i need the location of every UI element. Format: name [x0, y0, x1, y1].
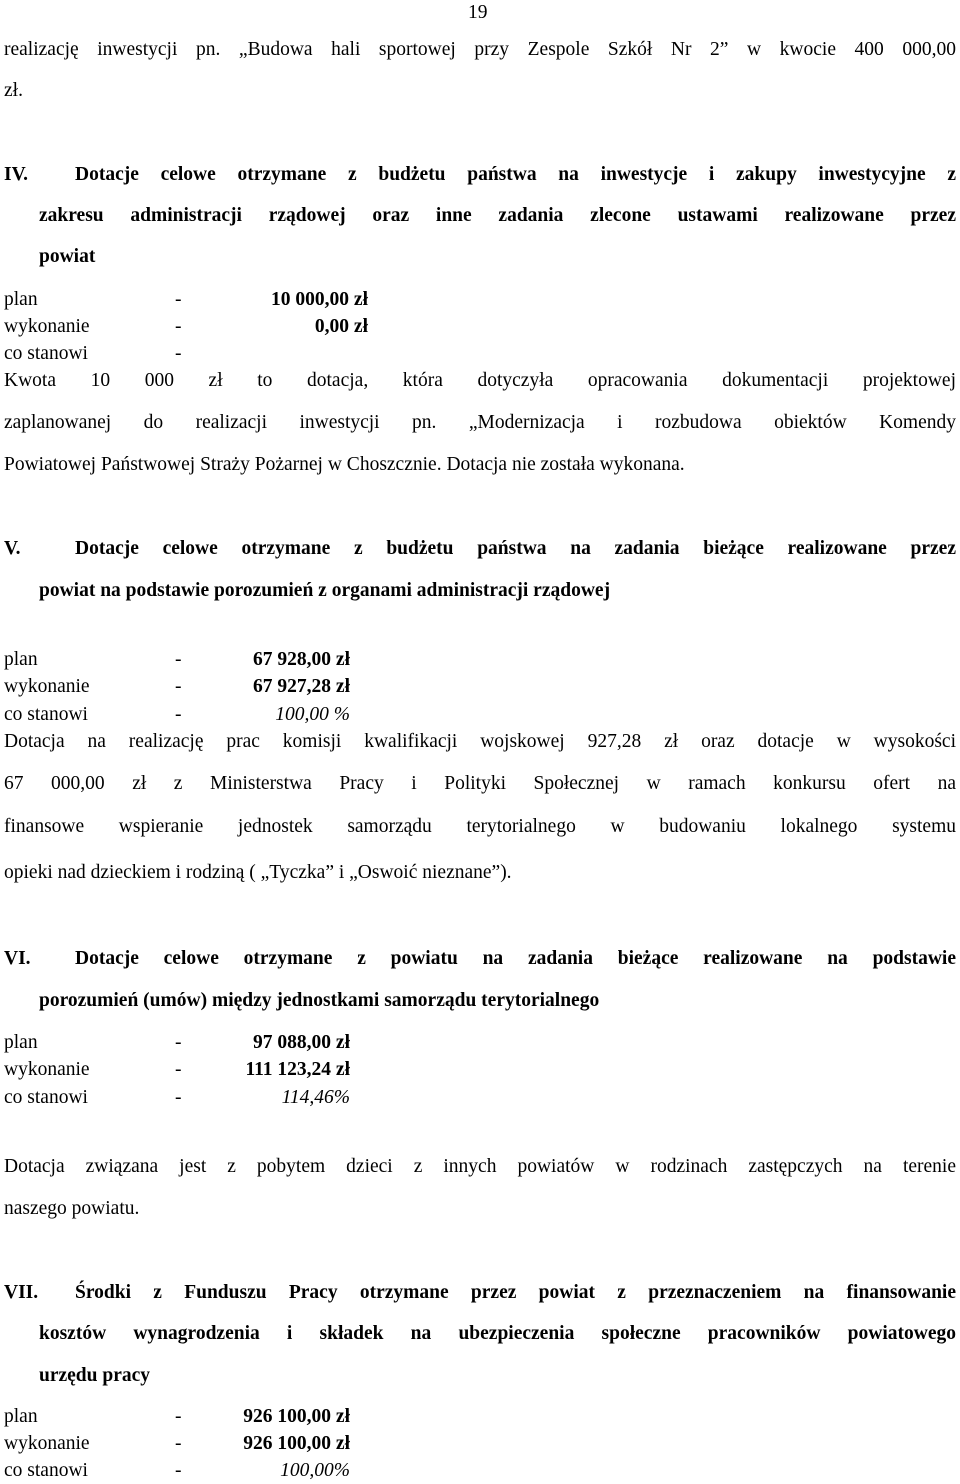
execution-row [4, 675, 404, 699]
section-numeral: VII. [4, 1282, 39, 1303]
section-heading-line: powiat [39, 246, 96, 267]
ratio-row [4, 703, 404, 727]
body-line: opieki nad dzieckiem i rodziną ( „Tyczka” i „Oswoić nieznane”). [4, 862, 512, 883]
section-heading-line: porozumień (umów) między jednostkami samorządu terytorialnego [39, 990, 600, 1011]
section-heading-line: Dotacje celowe otrzymane z powiatu na zadania bieżące realizowane na podstawie [75, 948, 956, 969]
ratio-row [4, 1086, 404, 1110]
section-heading-line: zakresu administracji rządowej oraz inne zadania zlecone ustawami realizowane przez [39, 205, 956, 226]
plan-row [4, 648, 404, 672]
row-label: wykonanie [4, 676, 90, 697]
ratio-row [4, 342, 404, 366]
body-line: finansowe wspieranie jednostek samorządu terytorialnego w budowaniu lokalnego systemu [4, 816, 956, 837]
plan-row [4, 288, 404, 312]
row-value: 100,00 % [275, 704, 350, 725]
row-label: co stanowi [4, 1087, 88, 1108]
body-line: naszego powiatu. [4, 1198, 140, 1219]
plan-row [4, 1405, 404, 1429]
execution-row [4, 315, 404, 339]
row-label: co stanowi [4, 704, 88, 725]
row-dash: - [175, 1433, 182, 1454]
row-label: plan [4, 1032, 38, 1053]
row-value: 114,46% [281, 1087, 350, 1108]
row-label: wykonanie [4, 1059, 90, 1080]
row-label: co stanowi [4, 343, 88, 364]
section-numeral: V. [4, 538, 21, 559]
body-line: Powiatowej Państwowej Straży Pożarnej w Choszcznie. Dotacja nie została wykonana. [4, 454, 685, 475]
row-value: 0,00 zł [314, 316, 368, 337]
row-dash: - [175, 1087, 182, 1108]
row-label: co stanowi [4, 1460, 88, 1481]
row-value: 10 000,00 zł [271, 289, 368, 310]
row-value: 100,00% [280, 1460, 350, 1481]
row-dash: - [175, 1059, 182, 1080]
row-value: 67 928,00 zł [253, 649, 350, 670]
row-label: wykonanie [4, 316, 90, 337]
section-heading-line: Dotacje celowe otrzymane z budżetu państwa na inwestycje i zakupy inwestycyjne z [75, 164, 956, 185]
row-dash: - [175, 1460, 182, 1481]
execution-row [4, 1058, 404, 1082]
row-dash: - [175, 316, 182, 337]
section-heading-line: kosztów wynagrodzenia i składek na ubezpieczenia społeczne pracowników powiatowego [39, 1323, 956, 1344]
row-label: plan [4, 1406, 38, 1427]
row-label: wykonanie [4, 1433, 90, 1454]
ratio-row [4, 1459, 404, 1483]
section-heading-line: powiat na podstawie porozumień z organami administracji rządowej [39, 580, 611, 601]
row-dash: - [175, 676, 182, 697]
body-line: zaplanowanej do realizacji inwestycji pn. „Modernizacja i rozbudowa obiektów Komendy [4, 412, 956, 433]
page-number: 19 [468, 2, 488, 23]
body-line: Dotacja na realizację prac komisji kwalifikacji wojskowej 927,28 zł oraz dotacje w wysokości [4, 731, 956, 752]
row-dash: - [175, 343, 182, 364]
section-numeral: VI. [4, 948, 31, 969]
body-line: 67 000,00 zł z Ministerstwa Pracy i Polityki Społecznej w ramach konkursu ofert na [4, 773, 956, 794]
section-heading-line: urzędu pracy [39, 1365, 151, 1386]
section-numeral: IV. [4, 164, 29, 185]
execution-row [4, 1432, 404, 1456]
row-dash: - [175, 649, 182, 670]
row-value: 97 088,00 zł [253, 1032, 350, 1053]
body-line: Kwota 10 000 zł to dotacja, która dotyczyła opracowania dokumentacji projektowej [4, 370, 956, 391]
row-dash: - [175, 289, 182, 310]
row-dash: - [175, 1032, 182, 1053]
row-dash: - [175, 704, 182, 725]
row-value: 111 123,24 zł [245, 1059, 350, 1080]
intro-line: zł. [4, 80, 23, 101]
row-value: 926 100,00 zł [243, 1406, 350, 1427]
row-dash: - [175, 1406, 182, 1427]
row-label: plan [4, 649, 38, 670]
section-heading-line: Środki z Funduszu Pracy otrzymane przez powiat z przeznaczeniem na finansowanie [75, 1282, 956, 1303]
intro-line: realizację inwestycji pn. „Budowa hali sportowej przy Zespole Szkół Nr 2” w kwocie 400 000,00 [4, 39, 956, 60]
row-value: 926 100,00 zł [243, 1433, 350, 1454]
row-label: plan [4, 289, 38, 310]
section-heading-line: Dotacje celowe otrzymane z budżetu państwa na zadania bieżące realizowane przez [75, 538, 956, 559]
plan-row [4, 1031, 404, 1055]
body-line: Dotacja związana jest z pobytem dzieci z innych powiatów w rodzinach zastępczych na terenie [4, 1156, 956, 1177]
row-value: 67 927,28 zł [253, 676, 350, 697]
